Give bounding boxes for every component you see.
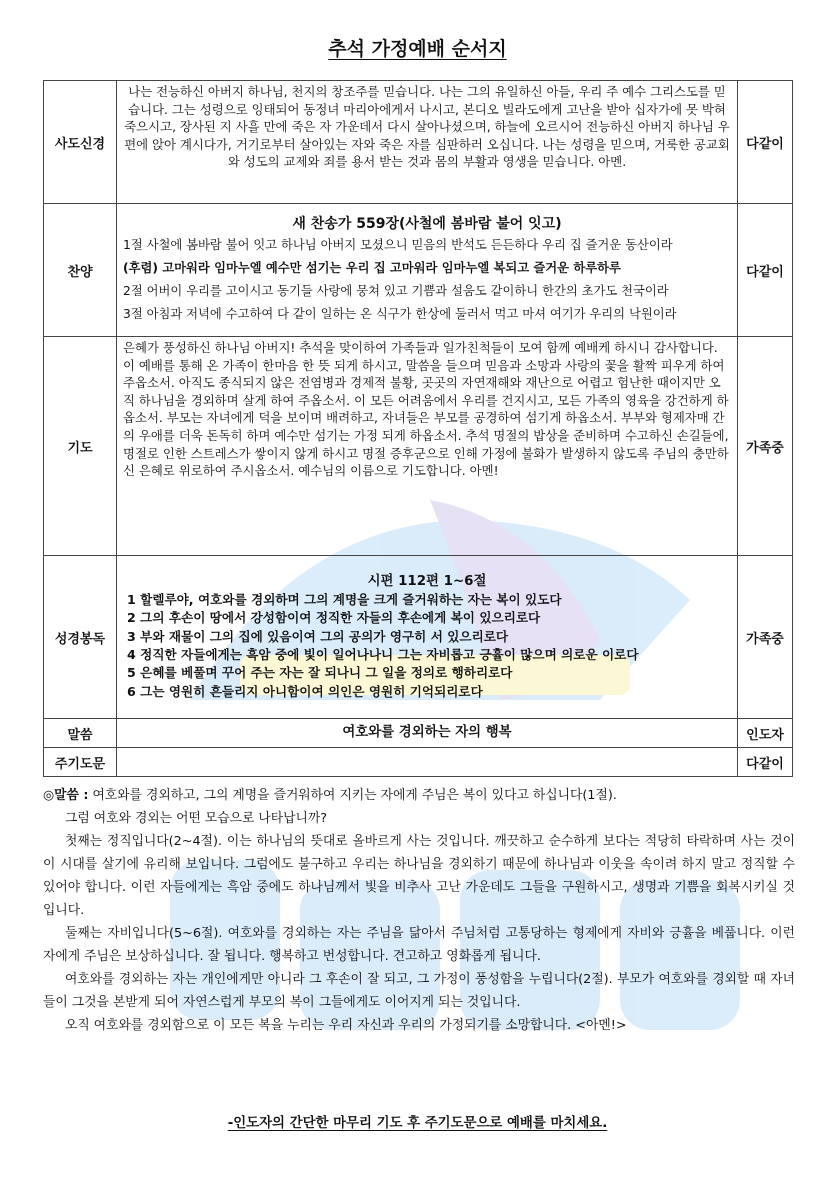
row-leader: 다같이 <box>738 748 793 777</box>
table-row-sermon <box>44 719 793 748</box>
row-content <box>117 204 738 337</box>
hymn-title: 새 찬송가 559장(사철에 봄바람 불어 잇고) <box>292 216 562 232</box>
table-row-prayer <box>44 337 793 556</box>
row-content <box>117 556 738 719</box>
hymn-line: 2절 어버이 우리를 고이시고 동기들 사랑에 뭉쳐 있고 기쁨과 설움도 같이하니 한간의 초가도 천국이라 <box>123 284 669 298</box>
row-leader: 다같이 <box>738 204 793 337</box>
scripture-verse: 3 부와 재물이 그의 집에 있음이여 그의 공의가 영구히 서 있으리로다 <box>127 628 509 644</box>
row-label: 찬양 <box>44 204 117 337</box>
scripture-verse: 5 은혜를 베풀며 꾸어 주는 자는 잘 되나니 그 일을 정의로 행하리로다 <box>127 665 513 681</box>
table-row-reading <box>44 556 793 719</box>
hymn-line: (후렴) 고마워라 임마누엘 예수만 섬기는 우리 집 고마워라 임마누엘 복되고 즐거운 하루하루 <box>123 261 621 275</box>
hymn-line: 3절 아침과 저녁에 수고하여 다 같이 일하는 온 식구가 한상에 둘러서 먹고 마셔 여기가 우리의 낙원이라 <box>123 307 677 321</box>
table-row-lords-prayer <box>44 748 793 777</box>
sermon-lead: ◎말씀 : <box>43 788 89 803</box>
sermon-paragraph: 둘째는 자비입니다(5~6절). 여호와를 경외하는 자는 주님을 닮아서 주님처럼 고통당하는 형제에게 자비와 긍휼을 베풉니다. 이런 자에게 주님은 보상하십니다. 잘 됩니다. 행복하고 번성합니다. 견고하고 영화롭게 됩니다. <box>43 926 795 964</box>
sermon-title: 여호와를 경외하는 자의 행복 <box>342 725 512 741</box>
sermon-paragraph: 여호와를 경외하는 자는 개인에게만 아니라 그 후손이 잘 되고, 그 가정이 풍성함을 누립니다(2절). 부모가 여호와를 경외할 때 자녀들이 그것을 본받게 되어 자연스럽게 부모의 복이 그들에게도 이어지게 되는 것입니다. <box>43 972 795 1010</box>
row-label: 주기도문 <box>44 748 117 777</box>
closing-instruction: -인도자의 간단한 마무리 기도 후 주기도문으로 예배를 마치세요. <box>227 1116 608 1131</box>
row-leader: 다같이 <box>738 81 793 204</box>
hymn-line: 1절 사철에 봄바람 불어 잇고 하나님 아버지 모셨으니 믿음의 반석도 든든하다 우리 집 즐거운 동산이라 <box>123 238 673 252</box>
row-leader: 가족중 <box>738 556 793 719</box>
row-content <box>117 748 738 777</box>
table-row-hymn <box>44 204 793 337</box>
scripture-verse: 4 정직한 자들에게는 흑암 중에 빛이 일어나나니 그는 자비롭고 긍휼이 많으며 의로운 이로다 <box>127 647 639 662</box>
sermon-paragraph: 첫째는 정직입니다(2~4절). 이는 하나님의 뜻대로 올바르게 사는 것입니다. 깨끗하고 순수하게 보다는 적당히 타락하며 사는 것이 이 시대를 살기에 유리해 보입니다. 그럼에도 불구하고 우리는 하나님을 경외하기 때문에 하나님과 이웃을 속이려 하지 말고 정직할 수 있어야 합니다. 이런 자들에게는 흑암 중에도 하나님께서 빛을 비추사 고난 가운데도 그들을 구원하시고, 생명과 기쁨을 회복시키실 것입니다. <box>43 834 795 918</box>
sermon-paragraph: 그럼 여호와 경외는 어떤 모습으로 나타납니까? <box>65 811 328 826</box>
page-title: 추석 가정예배 순서지 <box>328 38 507 60</box>
table-row-creed <box>44 81 793 204</box>
scripture-verse: 1 할렐루야, 여호와를 경외하며 그의 계명을 크게 즐거워하는 자는 복이 있도다 <box>127 592 562 608</box>
row-label: 기도 <box>44 337 117 556</box>
row-content <box>117 719 738 748</box>
sermon-body <box>43 784 795 1037</box>
row-content <box>117 81 738 204</box>
row-leader: 가족중 <box>738 337 793 556</box>
row-label: 사도신경 <box>44 81 117 204</box>
creed-text: 나는 전능하신 아버지 하나님, 천지의 창조주를 믿습니다. 나는 그의 유일하신 아들, 우리 주 예수 그리스도를 믿습니다. 그는 성령으로 잉태되어 동정녀 마리아에게서 나시고, 본디오 빌라도에게 고난을 받아 십자가에 못 박혀 죽으시고, 장사된 지 사흘 만에 죽은 자 가운데서 다시 살아나셨으며, 하늘에 오르시어 전능하신 아버지 하나님 우편에 앉아 계시다가, 거기로부터 살아있는 자와 죽은 자를 심판하러 오십니다. 나는 성령을 믿으며, 거룩한 공교회와 성도의 교제와 죄를 용서 받는 것과 몸의 부활과 영생을 믿습니다. 아멘. <box>124 84 730 170</box>
scripture-verse: 6 그는 영원히 흔들리지 아니함이여 의인은 영원히 기억되리로다 <box>127 683 483 699</box>
row-content <box>117 337 738 556</box>
scripture-reference: 시편 112편 1~6절 <box>367 574 487 590</box>
worship-order-table <box>43 80 793 777</box>
scripture-verse: 2 그의 후손이 땅에서 강성함이여 정직한 자들의 후손에게 복이 있으리로다 <box>127 610 541 626</box>
sermon-paragraph-text: 여호와를 경외하고, 그의 계명을 즐거워하여 지키는 자에게 주님은 복이 있다고 하십니다(1절). <box>92 788 617 803</box>
sermon-paragraph: 오직 여호와를 경외함으로 이 모든 복을 누리는 우리 자신과 우리의 가정되기를 소망합니다. <아멘!> <box>65 1018 627 1033</box>
prayer-text: 은혜가 풍성하신 하나님 아버지! 추석을 맞이하여 가족들과 일가친척들이 모여 함께 예배케 하시니 감사합니다. 이 예배를 통해 온 가족이 한마음 한 뜻 되게 하시고, 말씀을 들으며 믿음과 소망과 사랑의 꽃을 활짝 피우게 하여 주옵소서. 아직도 종식되지 않은 전염병과 경제적 불황, 곳곳의 자연재해와 재난으로 어렵고 험난한 때이지만 오직 하나님을 경외하며 살게 하여 주옵소서. 이 모든 어려움에서 우리를 건지시고, 모든 가족의 영육을 강건하게 하옵소서. 부모는 자녀에게 덕을 보이며 배려하고, 자녀들은 부모를 공경하여 섬기게 하옵소서. 부부와 형제자매 간의 우애를 더욱 돈독히 하며 예수만 섬기는 가정 되게 하옵소서. 추석 명절의 밥상을 준비하며 수고하신 손길들에, 명절로 인한 스트레스가 쌓이지 않게 하시고 명절 증후군으로 인해 가정에 불화가 발생하지 않도록 주님의 충만하신 은혜로 위로하여 주시옵소서. 예수님의 이름으로 기도합니다. 아멘! <box>123 340 729 479</box>
row-label: 말씀 <box>44 719 117 748</box>
row-leader: 인도자 <box>738 719 793 748</box>
row-label: 성경봉독 <box>44 556 117 719</box>
sermon-paragraph <box>43 784 795 807</box>
